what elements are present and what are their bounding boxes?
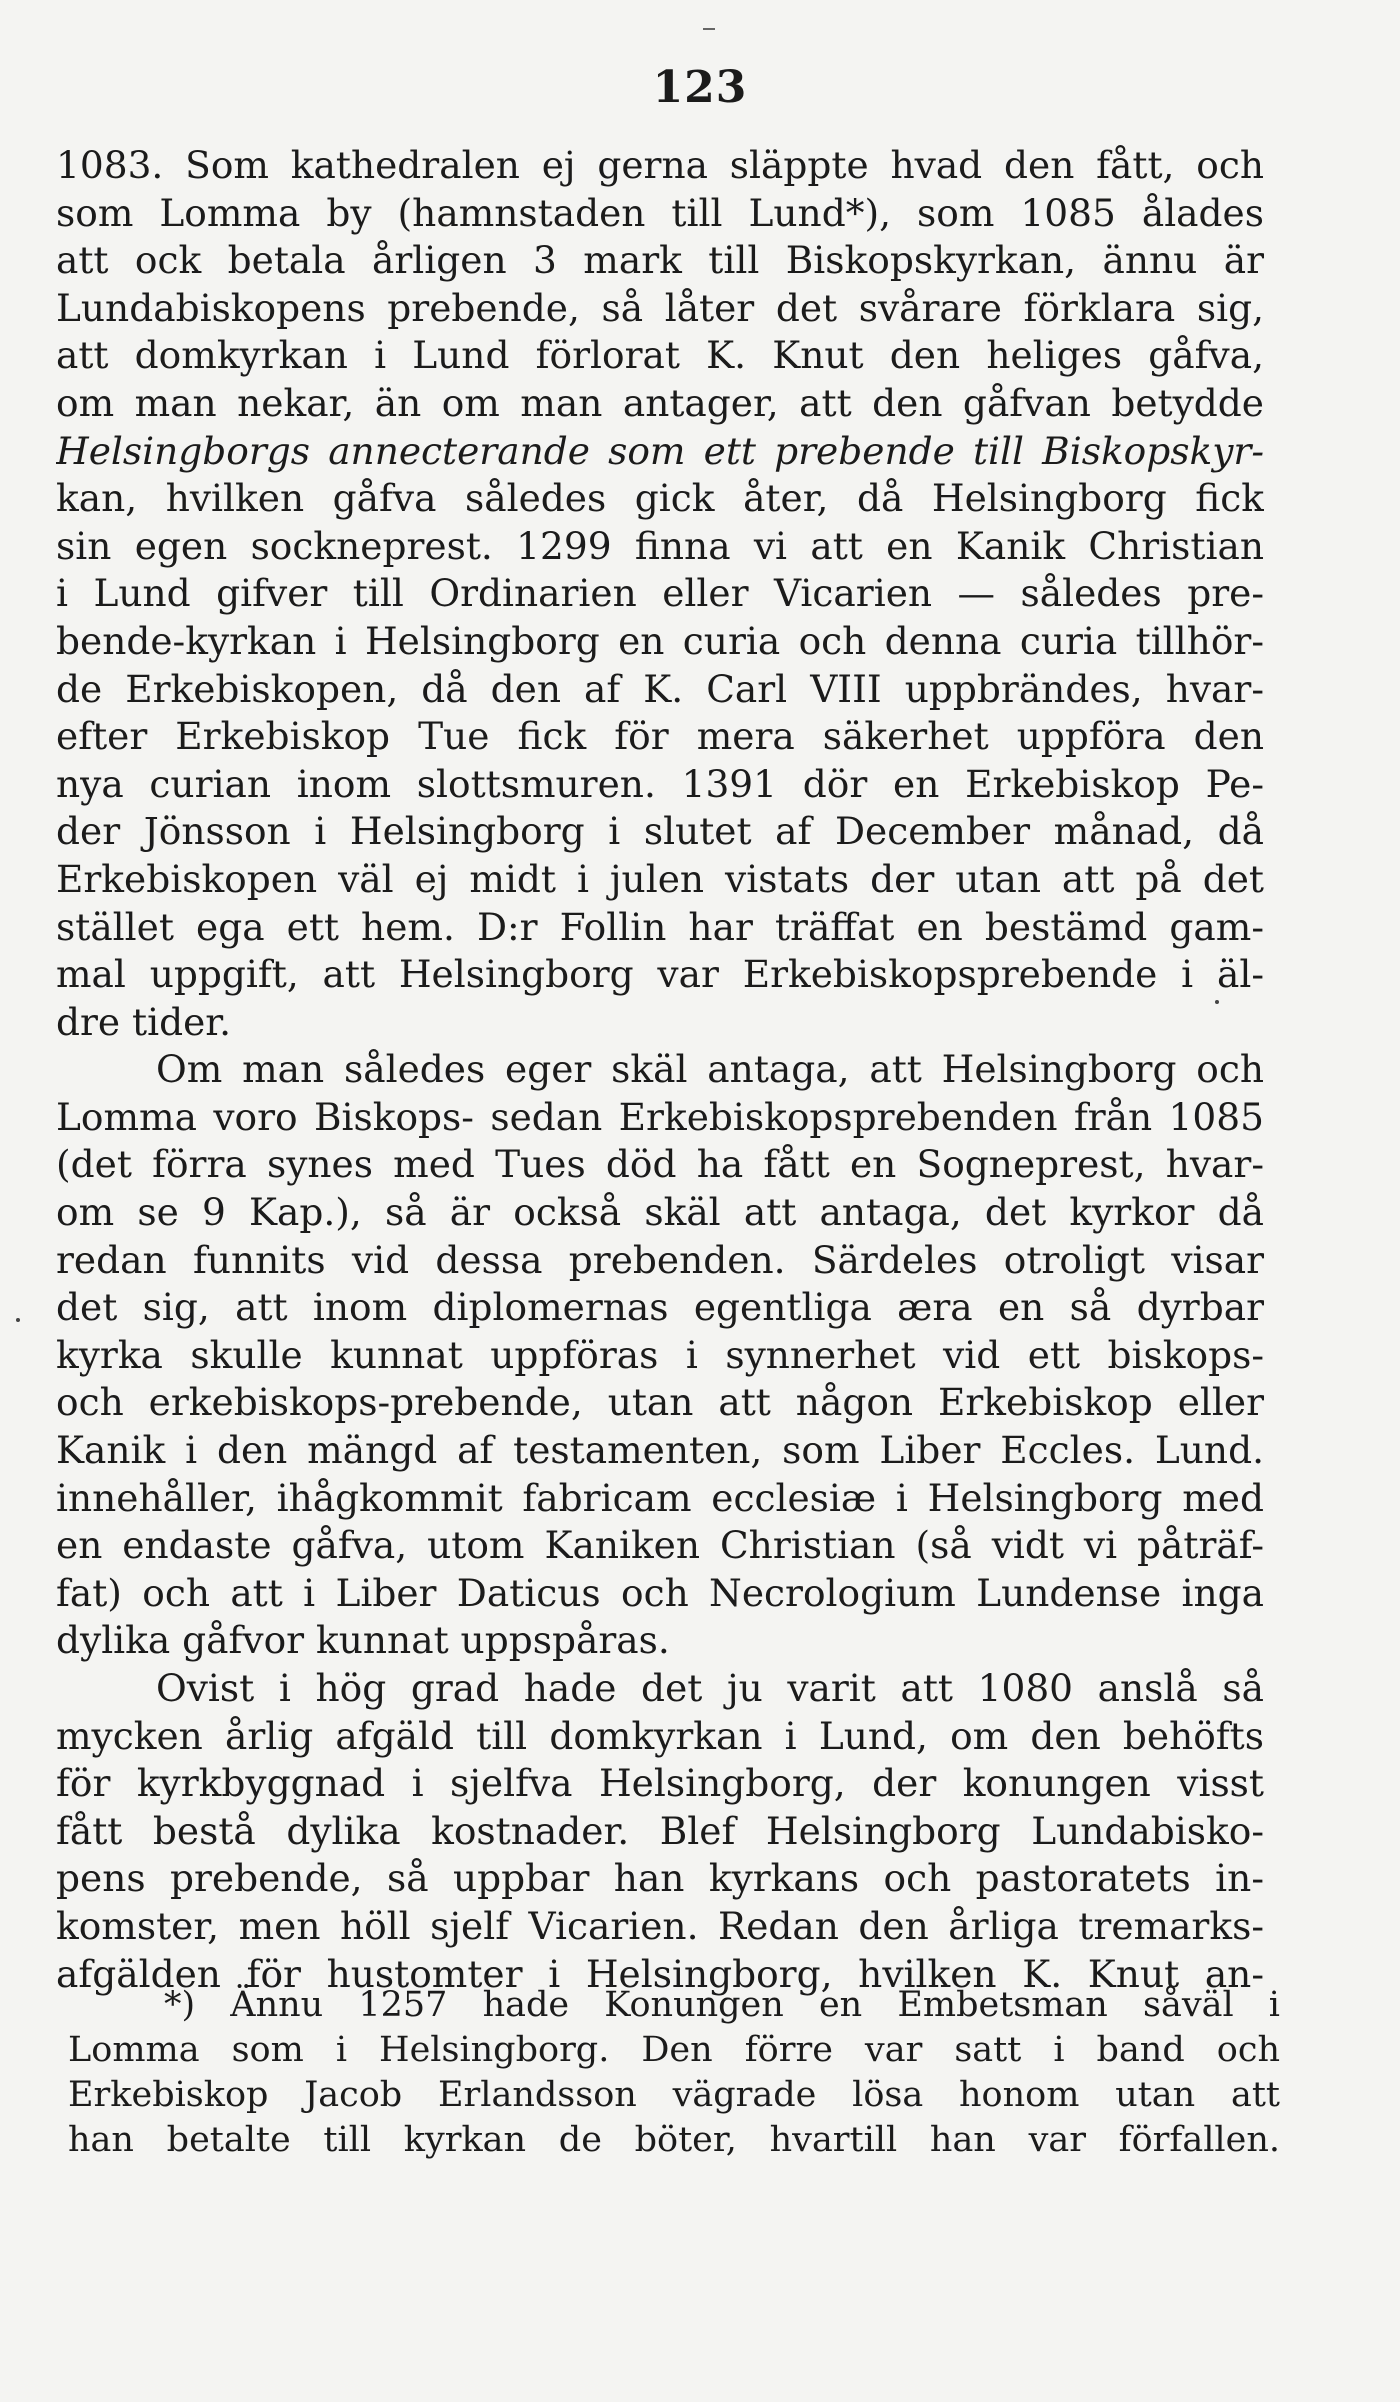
text-line: det sig, att inom diplomernas egentliga æra en så dyrbar <box>56 1285 1264 1330</box>
text-line: Kanik i den mängd af testamenten, som Liber Eccles. Lund. <box>56 1428 1264 1473</box>
paragraph-start-line: Ovist i hög grad hade det ju varit att 1080 anslå så <box>156 1666 1264 1710</box>
text-line: om man nekar, än om man antager, att den gåfvan betydde <box>56 380 1264 425</box>
text-line: bende-kyrkan i Helsingborg en curia och denna curia tillhör- <box>56 618 1264 663</box>
ink-speck <box>16 1318 20 1322</box>
text-line: i Lund gifver till Ordinarien eller Vicarien — således pre- <box>56 571 1264 616</box>
text-line: sin egen sockneprest. 1299 finna vi att en Kanik Christian <box>56 523 1264 568</box>
text-line: Erkebiskopen väl ej midt i julen vistats der utan att på det <box>56 856 1264 901</box>
text-line: der Jönsson i Helsingborg i slutet af December månad, då <box>56 809 1264 854</box>
footnote <box>68 1983 1280 2163</box>
page-number: 123 <box>652 62 748 113</box>
text-line: redan funnits vid dessa prebenden. Särdeles otroligt visar <box>56 1237 1264 1282</box>
text-line: att ock betala årligen 3 mark till Biskopskyrkan, ännu är <box>56 238 1264 283</box>
paragraph-start-line: Om man således eger skäl antaga, att Helsingborg och <box>156 1047 1264 1092</box>
ink-speck <box>1215 1000 1219 1004</box>
text-line: komster, men höll sjelf Vicarien. Redan den årliga tremarks- <box>56 1903 1264 1948</box>
text-line: som Lomma by (hamnstaden till Lund*), som 1085 ålades <box>56 190 1264 235</box>
text-line: pens prebende, så uppbar han kyrkans och pastoratets in- <box>56 1856 1264 1901</box>
text-line: för kyrkbyggnad i sjelfva Helsingborg, der konungen visst <box>56 1761 1264 1806</box>
text-line: mal uppgift, att Helsingborg var Erkebiskopsprebende i äl- <box>56 952 1264 997</box>
text-line: efter Erkebiskop Tue fick för mera säkerhet uppföra den <box>56 714 1264 759</box>
text-line: om se 9 Kap.), så är också skäl att antaga, det kyrkor då <box>56 1190 1264 1235</box>
text-line: Lomma voro Biskops- sedan Erkebiskopsprebenden från 1085 <box>56 1094 1264 1139</box>
text-line: kan, hvilken gåfva således gick åter, då Helsingborg fick <box>56 476 1264 521</box>
text-line: 1083. Som kathedralen ej gerna släppte hvad den fått, och <box>56 143 1264 187</box>
text-line: stället ega ett hem. D:r Follin har träffat en bestämd gam- <box>56 904 1264 949</box>
text-line: mycken årlig afgäld till domkyrkan i Lund, om den behöfts <box>56 1713 1264 1758</box>
text-line: de Erkebiskopen, då den af K. Carl VIII uppbrändes, hvar- <box>56 666 1264 711</box>
paragraph-end-line: dylika gåfvor kunnat uppspåras. <box>56 1618 670 1663</box>
text-line: en endaste gåfva, utom Kaniken Christian (så vidt vi påträf- <box>56 1523 1264 1568</box>
top-dash-mark <box>703 28 715 30</box>
text-line: afgälden för hustomter i Helsingborg, hvilken K. Knut an- <box>56 1951 1264 1996</box>
text-line: fat) och att i Liber Daticus och Necrologium Lundense inga <box>56 1570 1264 1615</box>
footnote-line: han betalte till kyrkan de böter, hvartill han var förfallen. <box>68 2120 1280 2160</box>
body-text <box>56 142 1264 1998</box>
text-line: innehåller, ihågkommit fabricam ecclesiæ i Helsingborg med <box>56 1475 1264 1520</box>
text-line: kyrka skulle kunnat uppföras i synnerhet vid ett biskops- <box>56 1332 1264 1377</box>
footnote-line: Erkebiskop Jacob Erlandsson vägrade lösa honom utan att <box>68 2075 1280 2115</box>
text-line: nya curian inom slottsmuren. 1391 dör en Erkebiskop Pe- <box>56 761 1264 806</box>
text-line: att domkyrkan i Lund förlorat K. Knut den heliges gåfva, <box>56 333 1264 378</box>
footnote-line: *) Ännu 1257 hade Konungen en Embetsman såväl i <box>164 1985 1280 2025</box>
paragraph-end-line: dre tider. <box>56 999 232 1044</box>
text-line: och erkebiskops-prebende, utan att någon Erkebiskop eller <box>56 1380 1264 1425</box>
text-line: fått bestå dylika kostnader. Blef Helsingborg Lundabisko- <box>56 1808 1264 1853</box>
text-line: Lundabiskopens prebende, så låter det svårare förklara sig, <box>56 285 1264 330</box>
text-line: Helsingborgs annecterande som ett prebende till Biskopskyr- <box>56 428 1264 473</box>
footnote-line: Lomma som i Helsingborg. Den förre var satt i band och <box>68 2030 1280 2070</box>
text-line: (det förra synes med Tues död ha fått en Sogneprest, hvar- <box>56 1142 1264 1187</box>
